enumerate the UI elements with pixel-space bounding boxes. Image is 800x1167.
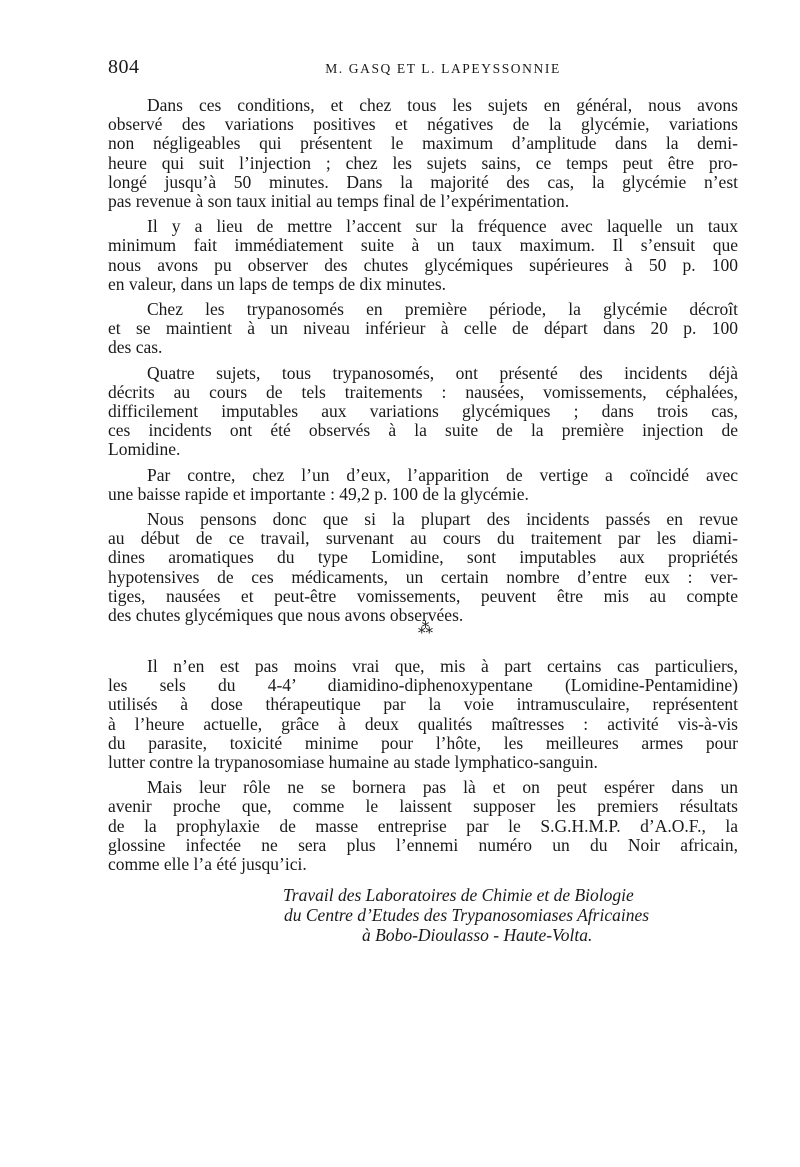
text-line: des chutes glycémiques que nous avons observées.	[108, 605, 464, 626]
paragraph	[108, 657, 738, 772]
text-line: glossine infectée ne sera plus l’ennemi numéro un du Noir africain,	[108, 834, 738, 855]
text-line: à l’heure actuelle, grâce à deux qualités maîtresses : activité vis-à-vis	[108, 713, 738, 734]
paragraph	[108, 364, 738, 460]
text-line: Par contre, chez l’un d’eux, l’apparition de vertige a coïncidé avec	[147, 464, 738, 485]
text-line: longé jusqu’à 50 minutes. Dans la majorité des cas, la glycémie n’est	[108, 171, 738, 192]
text-line: Dans ces conditions, et chez tous les sujets en général, nous avons	[147, 95, 738, 115]
text-line: Lomidine.	[108, 439, 181, 460]
page-number: 804	[108, 56, 140, 78]
text-line: au début de ce travail, survenant au cours du traitement par les diami-	[108, 528, 738, 549]
text-line: de la prophylaxie de masse entreprise par le S.G.H.M.P. d’A.O.F., la	[108, 815, 738, 836]
paragraph	[108, 96, 738, 211]
running-head: M. GASQ ET L. LAPEYSSONNIE	[325, 61, 561, 76]
signature-line: du Centre d’Etudes des Trypanosomiases Africaines	[284, 905, 650, 925]
paragraph	[108, 217, 738, 294]
text-line: et se maintient à un niveau inférieur à celle de départ dans 20 p. 100	[108, 318, 738, 339]
text-line: Chez les trypanosomés en première période, la glycémie décroît	[147, 299, 738, 320]
asterism-separator: ⁂	[418, 621, 433, 637]
text-line: lutter contre la trypanosomiase humaine au stade lymphatico-sanguin.	[108, 752, 598, 773]
text-line: des cas.	[108, 337, 163, 358]
text-line: comme elle l’a été jusqu’ici.	[108, 854, 307, 875]
text-line: avenir proche que, comme le laissent supposer les premiers résultats	[108, 796, 738, 817]
text-line: dines aromatiques du type Lomidine, sont imputables aux propriétés	[108, 547, 738, 568]
text-line: observé des variations positives et négatives de la glycémie, variations	[108, 114, 738, 135]
text-line: tiges, nausées et peut-être vomissements, peuvent être mis au compte	[108, 585, 738, 606]
paragraph	[108, 510, 738, 625]
text-line: nous avons pu observer des chutes glycémiques supérieures à 50 p. 100	[108, 254, 738, 275]
text-line: les sels du 4-4’ diamidino-diphenoxypentane (Lomidine-Pentamidine)	[108, 675, 738, 696]
text-line: du parasite, toxicité minime pour l’hôte, les meilleures armes pour	[108, 732, 738, 753]
text-line: pas revenue à son taux initial au temps final de l’expérimentation.	[108, 191, 570, 212]
text-line: Il n’en est pas moins vrai que, mis à part certains cas particuliers,	[147, 656, 738, 676]
paragraph	[108, 466, 738, 504]
text-line: non négligeables qui présentent le maximum d’amplitude dans la demi-	[108, 133, 738, 154]
text-line: décrits au cours de tels traitements : nausées, vomissements, céphalées,	[108, 381, 738, 402]
page-header	[108, 56, 738, 80]
text-line: Quatre sujets, tous trypanosomés, ont présenté des incidents déjà	[147, 362, 738, 383]
text-line: une baisse rapide et importante : 49,2 p. 100 de la glycémie.	[108, 483, 529, 504]
text-line: Nous pensons donc que si la plupart des incidents passés en revue	[147, 509, 738, 530]
signature-block	[270, 885, 740, 945]
paragraph	[108, 300, 738, 358]
body-text-top	[108, 96, 738, 625]
text-line: Mais leur rôle ne se bornera pas là et on peut espérer dans un	[147, 777, 738, 798]
text-line: difficilement imputables aux variations glycémiques ; dans trois cas,	[108, 401, 738, 422]
text-line: utilisés à dose thérapeutique par la voie intramusculaire, représentent	[108, 694, 738, 715]
text-line: minimum fait immédiatement suite à un taux maximum. Il s’ensuit que	[108, 235, 738, 256]
paragraph	[108, 778, 738, 874]
signature-line: Travail des Laboratoires de Chimie et de Biologie	[283, 885, 634, 905]
text-line: en valeur, dans un laps de temps de dix minutes.	[108, 273, 447, 294]
text-line: heure qui suit l’injection ; chez les sujets sains, ce temps peut être pro-	[108, 152, 738, 173]
text-line: Il y a lieu de mettre l’accent sur la fréquence avec laquelle un taux	[147, 216, 738, 237]
text-line: ces incidents ont été observés à la suite de la première injection de	[108, 420, 738, 441]
signature-line: à Bobo-Dioulasso - Haute-Volta.	[362, 925, 593, 945]
text-line: hypotensives de ces médicaments, un certain nombre d’entre eux : ver-	[108, 566, 738, 587]
body-text-bottom	[108, 657, 738, 874]
